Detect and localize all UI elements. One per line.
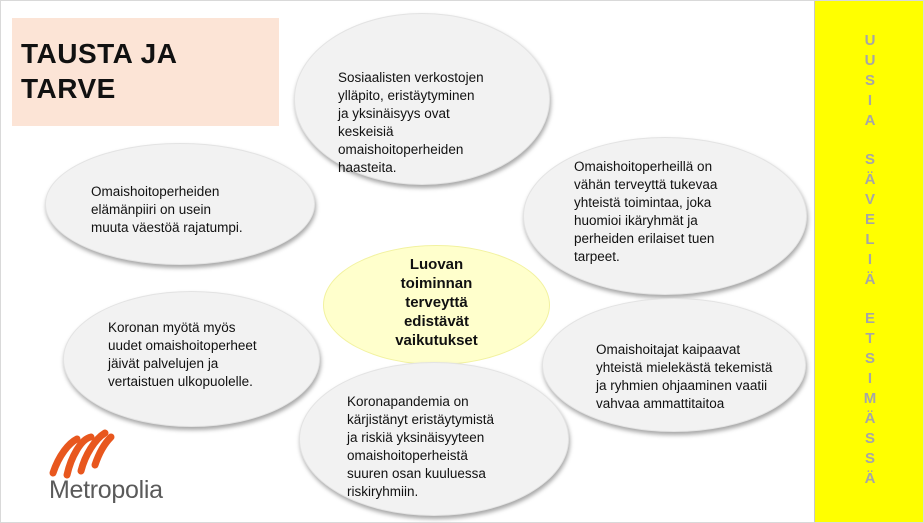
bubble-social-networks <box>294 13 550 185</box>
metropolia-logo-text: Metropolia <box>49 476 163 504</box>
side-vertical-text <box>815 31 924 488</box>
side-letter: L <box>865 230 875 248</box>
side-letter: T <box>865 330 875 348</box>
bubble-caregivers-need <box>542 298 806 432</box>
bubble-joint-activities-text: Omaishoitoperheillä on vähän terveyttä tukevaa yhteistä toimintaa, joka huomioi ikäryhmät ja perheiden erilaiset tuen tarpeet. <box>574 159 718 264</box>
bubble-life-sphere <box>45 143 315 265</box>
side-letter: A <box>864 111 876 129</box>
side-letter: Ä <box>864 409 876 427</box>
side-letter: I <box>867 250 873 268</box>
side-letter: I <box>867 370 873 388</box>
side-letter: U <box>864 32 876 49</box>
side-letter: E <box>864 211 875 229</box>
bubble-pandemic-isolation <box>299 362 569 516</box>
side-letter: V <box>864 191 875 209</box>
side-letter: S <box>864 151 875 169</box>
side-letter: Ä <box>864 270 876 288</box>
side-letter: S <box>864 449 875 467</box>
bubble-caregivers-need-text: Omaishoitajat kaipaavat yhteistä mielekästä tekemistä ja ryhmien ohjaaminen vaatii vahvaa ammattitaitoa <box>596 342 773 411</box>
side-letter: S <box>864 71 875 89</box>
side-letter: S <box>864 350 875 368</box>
side-letter: Ä <box>864 469 876 487</box>
bubble-corona-new-families-text: Koronan myötä myös uudet omaishoitoperheet jäivät palvelujen ja vertaistuen ulkopuolelle. <box>108 320 257 389</box>
side-letter: S <box>864 429 875 447</box>
slide-title: TAUSTA JA TARVE <box>21 38 178 104</box>
bubble-pandemic-isolation-text: Koronapandemia on kärjistänyt eristäytymistä ja riskiä yksinäisyyteen omaishoitoperheistä suuren osan kuuluessa riskiryhmiin. <box>347 394 495 499</box>
bubble-corona-new-families <box>63 291 320 427</box>
bubble-life-sphere-text: Omaishoitoperheiden elämänpiiri on usein muuta väestöä rajatumpi. <box>91 184 243 235</box>
side-band <box>814 1 924 523</box>
center-bubble <box>323 245 550 365</box>
side-letter: U <box>864 51 876 69</box>
side-letter: E <box>864 310 875 328</box>
side-letter: I <box>867 91 873 109</box>
bubble-joint-activities <box>523 137 807 295</box>
side-letter: Ä <box>864 171 876 189</box>
bubble-social-networks-text: Sosiaalisten verkostojen ylläpito, eristäytyminen ja yksinäisyys ovat keskeisiä omaishoitoperheiden haasteita. <box>338 70 484 175</box>
title-box <box>12 18 279 126</box>
side-letter: M <box>863 390 877 408</box>
center-text: Luovan toiminnan terveyttä edistävät vaikutukset <box>395 256 478 349</box>
